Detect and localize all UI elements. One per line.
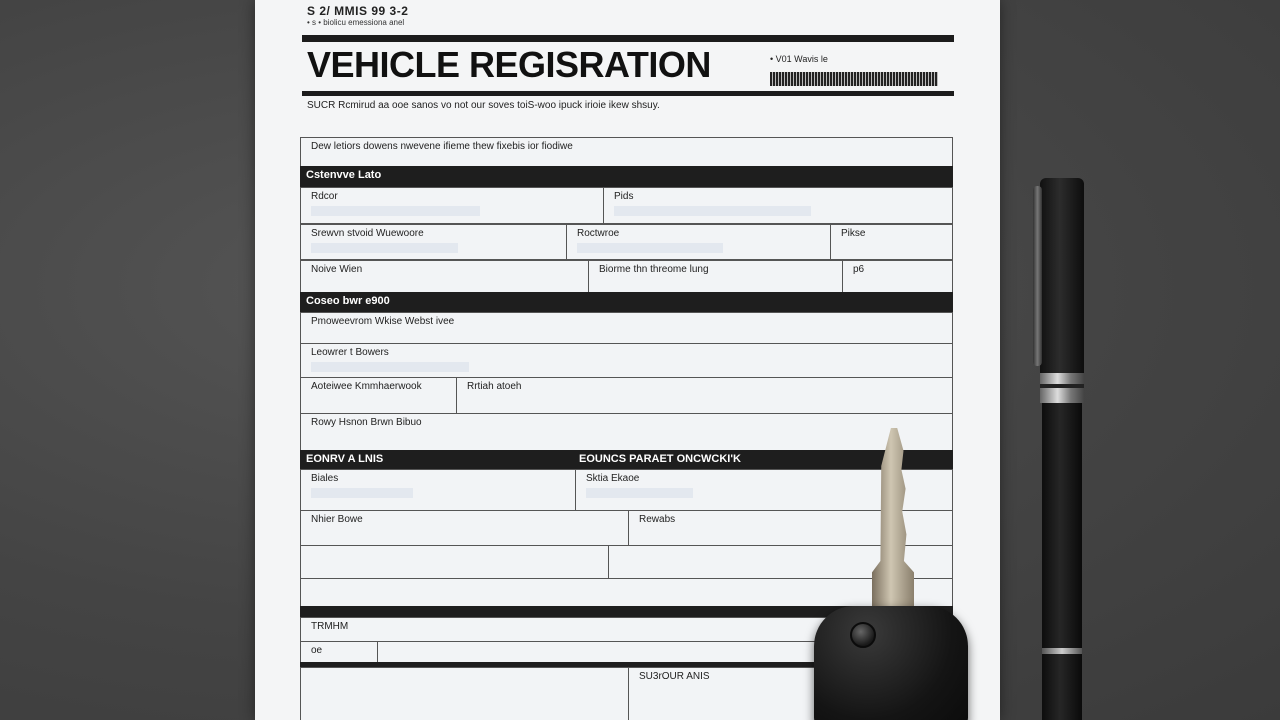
field-r2a[interactable] (300, 224, 567, 260)
document-code: S 2/ MMIS 99 3-2 (307, 4, 409, 18)
field-r8a-label: Biales (311, 473, 339, 484)
car-key-fob (814, 606, 968, 720)
field-r6b[interactable] (456, 377, 953, 414)
title-rule (302, 91, 954, 96)
field-r3b[interactable] (588, 260, 843, 293)
pen-cap (1040, 178, 1084, 378)
field-r2c-label: Pikse (841, 228, 866, 239)
field-r9a[interactable] (300, 510, 629, 546)
field-r8b-label: Sktia Ekaoe (586, 473, 640, 484)
pen-band (1040, 373, 1084, 403)
field-r2b[interactable] (566, 224, 831, 260)
field-r3a[interactable] (300, 260, 589, 293)
field-r8a[interactable] (300, 469, 576, 511)
field-r6a[interactable] (300, 377, 457, 414)
field-r5a-label: Leowrer t Bowers (311, 347, 389, 358)
instructions-text: SUCR Rcmirud aa ooe sanos vo not our soves toiS-woo ipuck irioie ikew shsuy. (307, 100, 660, 111)
field-r12a-label: oe (311, 645, 323, 656)
field-r4a[interactable] (300, 312, 953, 344)
field-r1a[interactable] (300, 187, 604, 224)
header-rule (302, 35, 954, 42)
section-3b-label: EOUNCS PARAET ONCWCKI'K (579, 453, 741, 465)
document-subcode: • s • biolicu emessiona anel (307, 18, 405, 27)
barcode-field (770, 72, 938, 86)
pen-clip (1033, 186, 1042, 366)
pen (1040, 178, 1084, 720)
field-r1b[interactable] (603, 187, 953, 224)
field-r2b-label: Roctwroe (577, 228, 620, 239)
field-r7a[interactable] (300, 413, 953, 451)
section-3-label: EONRV A LNIS (306, 453, 384, 465)
field-r13b-label: SU3rOUR ANIS (639, 671, 710, 682)
form-intro (300, 137, 953, 167)
section-4-label: TRMHM (311, 621, 349, 632)
field-r1a-label: Rdcor (311, 191, 338, 202)
field-r4a-label: Pmoweevrom Wkise Webst ivee (311, 316, 455, 327)
field-r6a-label: Aoteiwee Kmmhaerwook (311, 381, 422, 392)
field-r3c[interactable] (842, 260, 953, 293)
field-r11a[interactable] (300, 578, 953, 608)
form-title: VEHICLE REGISRATION (307, 44, 711, 85)
form-intro-text: Dew letiors dowens nwevene ifieme thew fixebis ior fiodiwe (311, 141, 573, 152)
section-1-label: Cstenvve Lato (306, 169, 382, 181)
field-r2a-label: Srewvn stvoid Wuewoore (311, 228, 424, 239)
field-r2c[interactable] (830, 224, 953, 260)
field-r3c-label: p6 (853, 264, 865, 275)
pen-body (1042, 403, 1082, 720)
field-r13a[interactable] (300, 667, 629, 720)
side-label: • V01 Wavis le (770, 54, 828, 64)
field-r9a-label: Nhier Bowe (311, 514, 363, 525)
field-r10a[interactable] (300, 545, 609, 579)
car-key-button-icon (850, 622, 876, 648)
pen-ring (1042, 648, 1082, 654)
field-r7a-label: Rowy Hsnon Brwn Bibuo (311, 417, 422, 428)
field-r3a-label: Noive Wien (311, 264, 363, 275)
section-header-2 (300, 292, 953, 313)
field-r1b-label: Pids (614, 191, 634, 202)
section-header-1 (300, 166, 953, 187)
field-r6b-label: Rrtiah atoeh (467, 381, 522, 392)
section-2-label: Coseo bwr e900 (306, 295, 390, 307)
field-r5a[interactable] (300, 343, 953, 378)
field-r3b-label: Biorme thn threome lung (599, 264, 709, 275)
field-r9b-label: Rewabs (639, 514, 676, 525)
section-header-3 (300, 450, 953, 471)
pen-band-line (1040, 384, 1084, 388)
